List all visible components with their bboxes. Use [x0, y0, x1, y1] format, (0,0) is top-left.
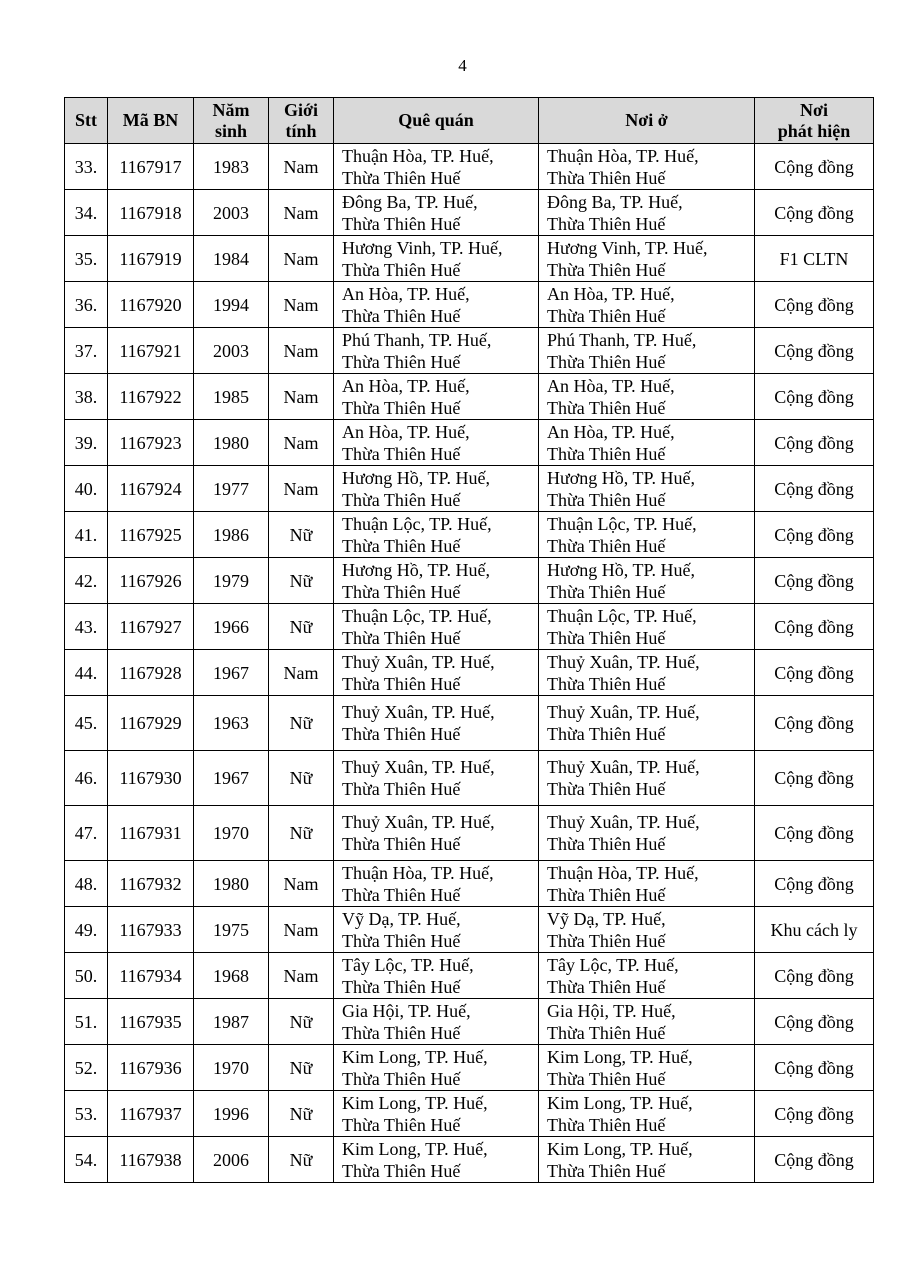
patient-table	[64, 97, 874, 1183]
cell-noi-phat-hien: Cộng đồng	[755, 420, 874, 466]
cell-noi-o: Gia Hội, TP. Huế, Thừa Thiên Huế	[539, 999, 755, 1045]
cell-stt: 44.	[65, 650, 108, 696]
cell-noi-phat-hien: Cộng đồng	[755, 558, 874, 604]
cell-noi-phat-hien: Cộng đồng	[755, 751, 874, 806]
cell-ma-bn: 1167930	[108, 751, 194, 806]
cell-noi-phat-hien: Cộng đồng	[755, 328, 874, 374]
cell-gioi-tinh: Nữ	[269, 1045, 334, 1091]
cell-ma-bn: 1167931	[108, 806, 194, 861]
cell-ma-bn: 1167925	[108, 512, 194, 558]
cell-nam-sinh: 1984	[194, 236, 269, 282]
cell-nam-sinh: 1987	[194, 999, 269, 1045]
header-gioi-tinh: Giới tính	[269, 98, 334, 144]
cell-que-quan: Đông Ba, TP. Huế, Thừa Thiên Huế	[334, 190, 539, 236]
cell-que-quan: An Hòa, TP. Huế, Thừa Thiên Huế	[334, 374, 539, 420]
cell-noi-phat-hien: Cộng đồng	[755, 696, 874, 751]
cell-noi-o: Phú Thanh, TP. Huế, Thừa Thiên Huế	[539, 328, 755, 374]
cell-noi-phat-hien: Cộng đồng	[755, 861, 874, 907]
cell-que-quan: Thuận Lộc, TP. Huế, Thừa Thiên Huế	[334, 604, 539, 650]
cell-nam-sinh: 1970	[194, 1045, 269, 1091]
cell-stt: 48.	[65, 861, 108, 907]
cell-noi-phat-hien: Cộng đồng	[755, 650, 874, 696]
cell-que-quan: Thuận Lộc, TP. Huế, Thừa Thiên Huế	[334, 512, 539, 558]
cell-nam-sinh: 2006	[194, 1137, 269, 1183]
cell-ma-bn: 1167922	[108, 374, 194, 420]
cell-nam-sinh: 1980	[194, 861, 269, 907]
table-row	[65, 751, 874, 806]
cell-ma-bn: 1167919	[108, 236, 194, 282]
cell-noi-o: Hương Hồ, TP. Huế, Thừa Thiên Huế	[539, 466, 755, 512]
cell-ma-bn: 1167938	[108, 1137, 194, 1183]
cell-nam-sinh: 2003	[194, 190, 269, 236]
cell-nam-sinh: 1967	[194, 751, 269, 806]
header-noi-phat-hien: Nơi phát hiện	[755, 98, 874, 144]
cell-ma-bn: 1167928	[108, 650, 194, 696]
cell-que-quan: Thuỷ Xuân, TP. Huế, Thừa Thiên Huế	[334, 650, 539, 696]
table-row	[65, 1091, 874, 1137]
cell-noi-phat-hien: Cộng đồng	[755, 1045, 874, 1091]
cell-stt: 53.	[65, 1091, 108, 1137]
cell-noi-phat-hien: Cộng đồng	[755, 512, 874, 558]
table-row	[65, 512, 874, 558]
cell-noi-phat-hien: Cộng đồng	[755, 282, 874, 328]
cell-nam-sinh: 1979	[194, 558, 269, 604]
cell-nam-sinh: 1967	[194, 650, 269, 696]
table-row	[65, 282, 874, 328]
table-body	[65, 144, 874, 1183]
cell-ma-bn: 1167923	[108, 420, 194, 466]
cell-noi-phat-hien: Cộng đồng	[755, 144, 874, 190]
cell-gioi-tinh: Nam	[269, 861, 334, 907]
table-row	[65, 861, 874, 907]
cell-nam-sinh: 1966	[194, 604, 269, 650]
cell-noi-phat-hien: Cộng đồng	[755, 374, 874, 420]
cell-stt: 41.	[65, 512, 108, 558]
cell-noi-phat-hien: Cộng đồng	[755, 806, 874, 861]
cell-nam-sinh: 1985	[194, 374, 269, 420]
cell-que-quan: Gia Hội, TP. Huế, Thừa Thiên Huế	[334, 999, 539, 1045]
cell-stt: 43.	[65, 604, 108, 650]
cell-gioi-tinh: Nam	[269, 420, 334, 466]
cell-nam-sinh: 2003	[194, 328, 269, 374]
page-number: 4	[458, 56, 467, 75]
cell-noi-phat-hien: Cộng đồng	[755, 466, 874, 512]
cell-gioi-tinh: Nữ	[269, 806, 334, 861]
cell-nam-sinh: 1977	[194, 466, 269, 512]
table-row	[65, 374, 874, 420]
cell-stt: 33.	[65, 144, 108, 190]
table-row	[65, 650, 874, 696]
cell-noi-o: An Hòa, TP. Huế, Thừa Thiên Huế	[539, 374, 755, 420]
cell-ma-bn: 1167936	[108, 1045, 194, 1091]
cell-noi-o: Thuỷ Xuân, TP. Huế, Thừa Thiên Huế	[539, 650, 755, 696]
cell-noi-o: Kim Long, TP. Huế, Thừa Thiên Huế	[539, 1137, 755, 1183]
cell-que-quan: Hương Hồ, TP. Huế, Thừa Thiên Huế	[334, 558, 539, 604]
cell-nam-sinh: 1963	[194, 696, 269, 751]
cell-que-quan: Tây Lộc, TP. Huế, Thừa Thiên Huế	[334, 953, 539, 999]
header-noi-o: Nơi ở	[539, 98, 755, 144]
table-row	[65, 558, 874, 604]
cell-gioi-tinh: Nam	[269, 282, 334, 328]
cell-ma-bn: 1167935	[108, 999, 194, 1045]
cell-gioi-tinh: Nam	[269, 374, 334, 420]
cell-noi-phat-hien: Cộng đồng	[755, 1091, 874, 1137]
cell-nam-sinh: 1968	[194, 953, 269, 999]
cell-ma-bn: 1167926	[108, 558, 194, 604]
cell-noi-o: Kim Long, TP. Huế, Thừa Thiên Huế	[539, 1045, 755, 1091]
cell-nam-sinh: 1980	[194, 420, 269, 466]
cell-stt: 37.	[65, 328, 108, 374]
cell-que-quan: Thuận Hòa, TP. Huế, Thừa Thiên Huế	[334, 861, 539, 907]
cell-que-quan: Hương Hồ, TP. Huế, Thừa Thiên Huế	[334, 466, 539, 512]
cell-que-quan: Thuận Hòa, TP. Huế, Thừa Thiên Huế	[334, 144, 539, 190]
table-row	[65, 806, 874, 861]
header-ma-bn: Mã BN	[108, 98, 194, 144]
cell-stt: 45.	[65, 696, 108, 751]
cell-gioi-tinh: Nữ	[269, 604, 334, 650]
cell-noi-o: Kim Long, TP. Huế, Thừa Thiên Huế	[539, 1091, 755, 1137]
cell-noi-o: Thuỷ Xuân, TP. Huế, Thừa Thiên Huế	[539, 806, 755, 861]
cell-nam-sinh: 1996	[194, 1091, 269, 1137]
cell-stt: 46.	[65, 751, 108, 806]
cell-noi-o: Vỹ Dạ, TP. Huế, Thừa Thiên Huế	[539, 907, 755, 953]
cell-noi-phat-hien: Cộng đồng	[755, 999, 874, 1045]
cell-noi-o: Hương Hồ, TP. Huế, Thừa Thiên Huế	[539, 558, 755, 604]
cell-stt: 40.	[65, 466, 108, 512]
header-stt: Stt	[65, 98, 108, 144]
cell-nam-sinh: 1986	[194, 512, 269, 558]
cell-que-quan: An Hòa, TP. Huế, Thừa Thiên Huế	[334, 282, 539, 328]
cell-gioi-tinh: Nam	[269, 953, 334, 999]
cell-noi-phat-hien: F1 CLTN	[755, 236, 874, 282]
cell-gioi-tinh: Nữ	[269, 696, 334, 751]
cell-stt: 47.	[65, 806, 108, 861]
cell-ma-bn: 1167933	[108, 907, 194, 953]
cell-noi-o: An Hòa, TP. Huế, Thừa Thiên Huế	[539, 420, 755, 466]
cell-que-quan: Hương Vinh, TP. Huế, Thừa Thiên Huế	[334, 236, 539, 282]
cell-gioi-tinh: Nữ	[269, 558, 334, 604]
cell-ma-bn: 1167937	[108, 1091, 194, 1137]
cell-gioi-tinh: Nam	[269, 144, 334, 190]
cell-gioi-tinh: Nữ	[269, 512, 334, 558]
cell-ma-bn: 1167932	[108, 861, 194, 907]
cell-noi-phat-hien: Cộng đồng	[755, 953, 874, 999]
header-que-quan: Quê quán	[334, 98, 539, 144]
cell-stt: 54.	[65, 1137, 108, 1183]
cell-stt: 52.	[65, 1045, 108, 1091]
cell-stt: 51.	[65, 999, 108, 1045]
table-row	[65, 328, 874, 374]
cell-noi-o: Thuỷ Xuân, TP. Huế, Thừa Thiên Huế	[539, 751, 755, 806]
cell-que-quan: Phú Thanh, TP. Huế, Thừa Thiên Huế	[334, 328, 539, 374]
table-row	[65, 907, 874, 953]
cell-ma-bn: 1167917	[108, 144, 194, 190]
cell-noi-phat-hien: Khu cách ly	[755, 907, 874, 953]
cell-que-quan: Kim Long, TP. Huế, Thừa Thiên Huế	[334, 1091, 539, 1137]
cell-gioi-tinh: Nữ	[269, 751, 334, 806]
cell-ma-bn: 1167924	[108, 466, 194, 512]
cell-gioi-tinh: Nữ	[269, 1091, 334, 1137]
cell-gioi-tinh: Nam	[269, 907, 334, 953]
table-row	[65, 144, 874, 190]
cell-que-quan: Kim Long, TP. Huế, Thừa Thiên Huế	[334, 1045, 539, 1091]
cell-nam-sinh: 1983	[194, 144, 269, 190]
cell-stt: 39.	[65, 420, 108, 466]
cell-nam-sinh: 1970	[194, 806, 269, 861]
cell-ma-bn: 1167920	[108, 282, 194, 328]
cell-que-quan: Thuỷ Xuân, TP. Huế, Thừa Thiên Huế	[334, 696, 539, 751]
cell-ma-bn: 1167918	[108, 190, 194, 236]
cell-stt: 42.	[65, 558, 108, 604]
cell-noi-o: Thuận Lộc, TP. Huế, Thừa Thiên Huế	[539, 604, 755, 650]
cell-noi-phat-hien: Cộng đồng	[755, 1137, 874, 1183]
cell-nam-sinh: 1975	[194, 907, 269, 953]
table-row	[65, 1045, 874, 1091]
cell-stt: 50.	[65, 953, 108, 999]
cell-gioi-tinh: Nam	[269, 328, 334, 374]
cell-que-quan: An Hòa, TP. Huế, Thừa Thiên Huế	[334, 420, 539, 466]
cell-stt: 35.	[65, 236, 108, 282]
cell-ma-bn: 1167927	[108, 604, 194, 650]
cell-noi-o: Thuận Hòa, TP. Huế, Thừa Thiên Huế	[539, 144, 755, 190]
table-row	[65, 604, 874, 650]
cell-nam-sinh: 1994	[194, 282, 269, 328]
cell-noi-o: Thuỷ Xuân, TP. Huế, Thừa Thiên Huế	[539, 696, 755, 751]
table-row	[65, 999, 874, 1045]
cell-noi-o: Tây Lộc, TP. Huế, Thừa Thiên Huế	[539, 953, 755, 999]
cell-que-quan: Kim Long, TP. Huế, Thừa Thiên Huế	[334, 1137, 539, 1183]
cell-ma-bn: 1167929	[108, 696, 194, 751]
cell-noi-o: Thuận Lộc, TP. Huế, Thừa Thiên Huế	[539, 512, 755, 558]
table-row	[65, 236, 874, 282]
cell-stt: 36.	[65, 282, 108, 328]
cell-stt: 49.	[65, 907, 108, 953]
cell-noi-o: Đông Ba, TP. Huế, Thừa Thiên Huế	[539, 190, 755, 236]
table-row	[65, 466, 874, 512]
cell-gioi-tinh: Nam	[269, 650, 334, 696]
cell-stt: 34.	[65, 190, 108, 236]
table-row	[65, 190, 874, 236]
cell-ma-bn: 1167934	[108, 953, 194, 999]
cell-ma-bn: 1167921	[108, 328, 194, 374]
cell-noi-o: Hương Vinh, TP. Huế, Thừa Thiên Huế	[539, 236, 755, 282]
table-row	[65, 1137, 874, 1183]
table-header-row	[65, 98, 874, 144]
cell-que-quan: Thuỷ Xuân, TP. Huế, Thừa Thiên Huế	[334, 751, 539, 806]
table-row	[65, 420, 874, 466]
cell-gioi-tinh: Nữ	[269, 1137, 334, 1183]
table-row	[65, 953, 874, 999]
header-nam-sinh: Năm sinh	[194, 98, 269, 144]
cell-gioi-tinh: Nữ	[269, 999, 334, 1045]
cell-que-quan: Vỹ Dạ, TP. Huế, Thừa Thiên Huế	[334, 907, 539, 953]
cell-gioi-tinh: Nam	[269, 466, 334, 512]
cell-stt: 38.	[65, 374, 108, 420]
cell-noi-phat-hien: Cộng đồng	[755, 604, 874, 650]
cell-gioi-tinh: Nam	[269, 236, 334, 282]
cell-noi-o: Thuận Hòa, TP. Huế, Thừa Thiên Huế	[539, 861, 755, 907]
table-row	[65, 696, 874, 751]
cell-noi-o: An Hòa, TP. Huế, Thừa Thiên Huế	[539, 282, 755, 328]
cell-gioi-tinh: Nam	[269, 190, 334, 236]
cell-noi-phat-hien: Cộng đồng	[755, 190, 874, 236]
cell-que-quan: Thuỷ Xuân, TP. Huế, Thừa Thiên Huế	[334, 806, 539, 861]
